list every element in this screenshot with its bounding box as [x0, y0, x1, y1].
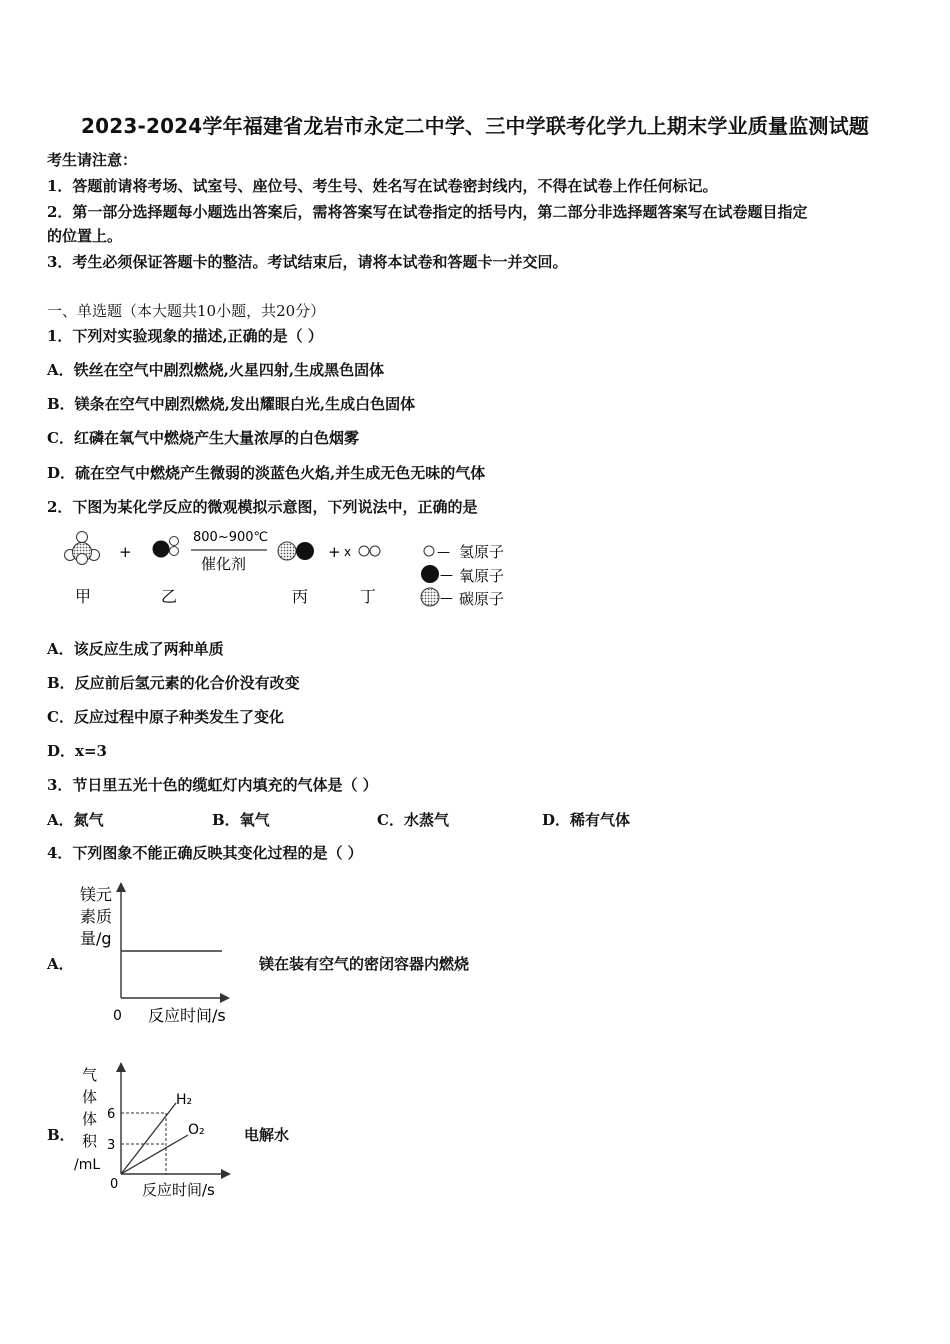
q1-option-b: B．镁条在空气中剧烈燃烧,发出耀眼白光,生成白色固体: [47, 395, 416, 413]
coefficient-x: x: [344, 545, 352, 559]
label-yi: 乙: [161, 587, 178, 606]
molecule-jia: [65, 532, 100, 565]
q2-option-b: B．反应前后氢元素的化合价没有改变: [47, 674, 300, 692]
graph-b-ylabel-4: 积: [82, 1132, 98, 1150]
label-jia: 甲: [75, 587, 92, 606]
q4-stem: 4．下列图象不能正确反映其变化过程的是（ ）: [47, 844, 363, 862]
reaction-condition-bottom: 催化剂: [201, 555, 247, 573]
q3-option-b: B．氧气: [212, 811, 270, 829]
molecule-bing: [278, 542, 314, 560]
legend-carbon: 碳原子: [459, 590, 505, 608]
graph-a-origin: 0: [113, 1008, 122, 1024]
notice-item-3: 3．考生必须保证答题卡的整洁。考试结束后，请将本试卷和答题卡一并交回。: [47, 253, 568, 271]
graph-b-x-arrow: [221, 1169, 231, 1179]
q3-option-a: A．氮气: [47, 811, 104, 829]
q3-option-d: D．稀有气体: [542, 811, 631, 829]
graph-a-y-arrow: [116, 882, 126, 892]
reaction-condition-top: 800~900℃: [193, 530, 269, 545]
label-bing: 丙: [292, 587, 309, 606]
legend-oxygen-icon: [421, 565, 439, 583]
molecule-yi: [153, 537, 179, 558]
graph-b-series-h2: [121, 1103, 176, 1174]
graph-a-ylabel-2: 素质: [80, 907, 113, 926]
graph-b-origin: 0: [110, 1177, 119, 1192]
legend-hydrogen: 氢原子: [459, 543, 505, 561]
notice-item-2-cont: 的位置上。: [47, 227, 123, 245]
q2-option-d: D．x=3: [47, 742, 107, 760]
graph-b-tick-6: 6: [107, 1107, 116, 1122]
notice-item-2: 2．第一部分选择题每小题选出答案后，需将答案写在试卷指定的括号内，第二部分非选择题答案写在试卷题目指定: [47, 203, 808, 221]
q4-option-a-desc: 镁在装有空气的密闭容器内燃烧: [259, 955, 470, 973]
q1-option-a: A．铁丝在空气中剧烈燃烧,火星四射,生成黑色固体: [47, 361, 385, 379]
graph-a-ylabel-3: 量/g: [80, 929, 112, 948]
graph-b-y-arrow: [116, 1062, 126, 1072]
q1-option-c: C．红磷在氧气中燃烧产生大量浓厚的白色烟雾: [47, 429, 359, 447]
plus-sign-2: +: [328, 543, 341, 561]
graph-a: [70, 880, 250, 1030]
graph-b-ylabel-2: 体: [82, 1088, 98, 1106]
notice-heading: 考生请注意：: [47, 151, 138, 169]
molecule-ding: [359, 546, 380, 556]
legend-carbon-icon: [421, 588, 439, 606]
section-heading: 一、单选题（本大题共10小题，共20分）: [47, 302, 326, 320]
notice-item-1: 1．答题前请将考场、试室号、座位号、考生号、姓名写在试卷密封线内，不得在试卷上作任何标记。: [47, 177, 718, 195]
q4-option-b-desc: 电解水: [244, 1126, 290, 1144]
q2-stem: 2．下图为某化学反应的微观模拟示意图，下列说法中，正确的是: [47, 498, 478, 516]
graph-b-series-o2: [121, 1135, 188, 1174]
graph-b-ylabel-5: /mL: [74, 1157, 101, 1173]
q2-option-c: C．反应过程中原子种类发生了变化: [47, 708, 284, 726]
q4-option-a-letter: A．: [47, 955, 74, 973]
graph-b-label-h2: H₂: [176, 1092, 193, 1108]
graph-b-ylabel-1: 气: [82, 1066, 98, 1084]
legend-dash-3: —: [440, 591, 453, 606]
graph-b-ylabel-3: 体: [82, 1110, 98, 1128]
graph-a-x-arrow: [220, 993, 230, 1003]
legend-oxygen: 氧原子: [459, 567, 505, 585]
q4-option-b-letter: B．: [47, 1126, 75, 1144]
reaction-diagram: [55, 525, 535, 615]
q1-option-d: D．硫在空气中燃烧产生微弱的淡蓝色火焰,并生成无色无味的气体: [47, 464, 486, 482]
label-ding: 丁: [360, 587, 377, 606]
q3-option-c: C．水蒸气: [377, 811, 449, 829]
graph-a-xlabel: 反应时间/s: [148, 1006, 226, 1025]
legend-dash-2: —: [440, 568, 453, 583]
graph-b-tick-3: 3: [107, 1138, 116, 1153]
legend-dash-1: —: [437, 545, 450, 560]
legend-hydrogen-icon: [424, 546, 434, 556]
plus-sign-1: +: [119, 543, 132, 561]
q2-option-a: A．该反应生成了两种单质: [47, 640, 224, 658]
graph-b: [70, 1058, 250, 1208]
page-title: 2023-2024学年福建省龙岩市永定二中学、三中学联考化学九上期末学业质量监测试题: [80, 114, 870, 138]
graph-b-label-o2: O₂: [188, 1122, 205, 1138]
legend: [421, 543, 504, 608]
q3-stem: 3．节日里五光十色的缆虹灯内填充的气体是（ ）: [47, 776, 378, 794]
graph-a-ylabel-1: 镁元: [80, 885, 113, 904]
q1-stem: 1．下列对实验现象的描述,正确的是（ ）: [47, 327, 323, 345]
graph-b-xlabel: 反应时间/s: [142, 1181, 215, 1199]
